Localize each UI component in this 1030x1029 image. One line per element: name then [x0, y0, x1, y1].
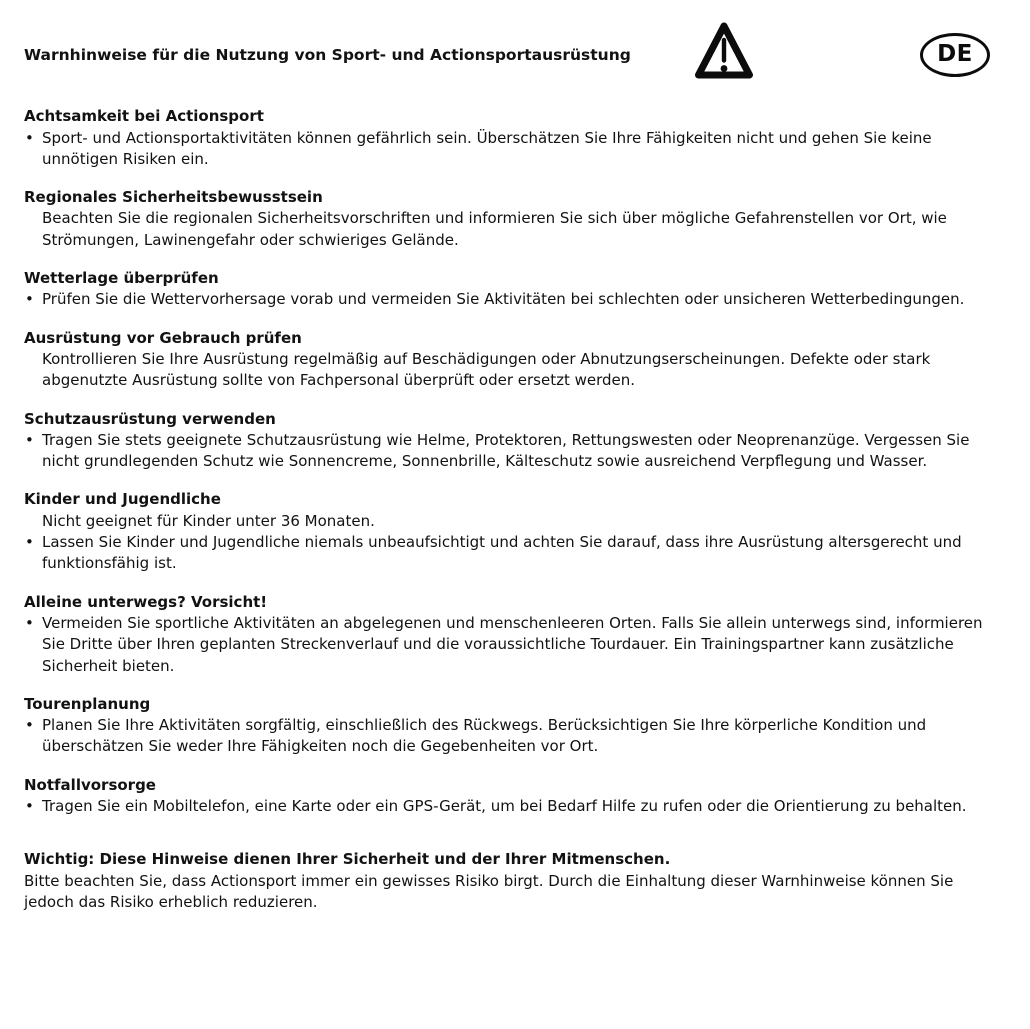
bullet-item: • Lassen Sie Kinder und Jugendliche niemals unbeaufsichtigt und achten Sie darauf, dass ihre Ausrüstung altersgerecht und funktionsfähig ist.	[24, 532, 1006, 575]
section-achtsamkeit	[24, 106, 1006, 170]
section-heading: Tourenplanung	[24, 694, 151, 713]
plain-item: Nicht geeignet für Kinder unter 36 Monaten.	[42, 511, 375, 530]
section-regionales	[24, 187, 1006, 251]
footer-text: Bitte beachten Sie, dass Actionsport immer ein gewisses Risiko birgt. Durch die Einhaltung dieser Warnhinweise können Sie jedoch das Risiko erheblich reduzieren.	[24, 871, 954, 911]
bullet-item: • Planen Sie Ihre Aktivitäten sorgfältig, einschließlich des Rückwegs. Berücksichtigen Sie Ihre körperliche Kondition und überschätzen Sie weder Ihre Fähigkeiten noch die Gegebenheiten vor Ort.	[24, 715, 1006, 758]
section-heading: Achtsamkeit bei Actionsport	[24, 107, 264, 126]
language-badge-label: DE	[937, 41, 973, 68]
warning-triangle-icon	[694, 21, 754, 84]
bullet-item: • Sport- und Actionsportaktivitäten können gefährlich sein. Überschätzen Sie Ihre Fähigkeiten nicht und gehen Sie keine unnötigen Risiken ein.	[24, 128, 1006, 171]
page-title: Warnhinweise für die Nutzung von Sport- und Actionsportausrüstung	[24, 46, 631, 64]
bullet-item: • Tragen Sie ein Mobiltelefon, eine Karte oder ein GPS-Gerät, um bei Bedarf Hilfe zu rufen oder die Orientierung zu behalten.	[24, 796, 1006, 817]
section-schutzausruestung	[24, 409, 1006, 473]
section-tourenplanung	[24, 694, 1006, 758]
section-kinder	[24, 489, 1006, 574]
plain-item: Beachten Sie die regionalen Sicherheitsvorschriften und informieren Sie sich über mögliche Gefahrenstellen vor Ort, wie Strömungen, Lawinengefahr oder schwieriges Gelände.	[42, 209, 947, 249]
footer-note	[24, 849, 1006, 913]
section-heading: Notfallvorsorge	[24, 775, 156, 794]
sections-container	[24, 106, 1006, 817]
section-heading: Ausrüstung vor Gebrauch prüfen	[24, 328, 302, 347]
section-notfallvorsorge	[24, 775, 1006, 818]
footer-important-line: Wichtig: Diese Hinweise dienen Ihrer Sicherheit und der Ihrer Mitmenschen.	[24, 850, 671, 869]
section-heading: Schutzausrüstung verwenden	[24, 409, 276, 428]
section-heading: Alleine unterwegs? Vorsicht!	[24, 592, 268, 611]
section-ausruestung	[24, 328, 1006, 392]
section-heading: Regionales Sicherheitsbewusstsein	[24, 188, 323, 207]
section-wetterlage	[24, 268, 1006, 311]
bullet-item: • Vermeiden Sie sportliche Aktivitäten an abgelegenen und menschenleeren Orten. Falls Sie allein unterwegs sind, informieren Sie Dritte über Ihren geplanten Streckenverlauf und die voraussichtliche Tourdauer. Ein Trainingspartner kann zusätzliche Sicherheit bieten.	[24, 613, 1006, 677]
bullet-item: • Tragen Sie stets geeignete Schutzausrüstung wie Helme, Protektoren, Rettungswesten oder Neoprenanzüge. Vergessen Sie nicht grundlegenden Schutz wie Sonnencreme, Sonnenbrille, Kälteschutz sowie ausreichend Verpflegung und Wasser.	[24, 430, 1006, 473]
section-alleine	[24, 592, 1006, 677]
language-badge	[920, 33, 990, 77]
section-heading: Kinder und Jugendliche	[24, 490, 221, 509]
section-heading: Wetterlage überprüfen	[24, 269, 219, 288]
plain-item: Kontrollieren Sie Ihre Ausrüstung regelmäßig auf Beschädigungen oder Abnutzungserscheinungen. Defekte oder stark abgenutzte Ausrüstung sollte von Fachpersonal überprüft oder ersetzt werden.	[42, 349, 931, 390]
bullet-item: • Prüfen Sie die Wettervorhersage vorab und vermeiden Sie Aktivitäten bei schlechten oder unsicheren Wetterbedingungen.	[24, 289, 1006, 310]
